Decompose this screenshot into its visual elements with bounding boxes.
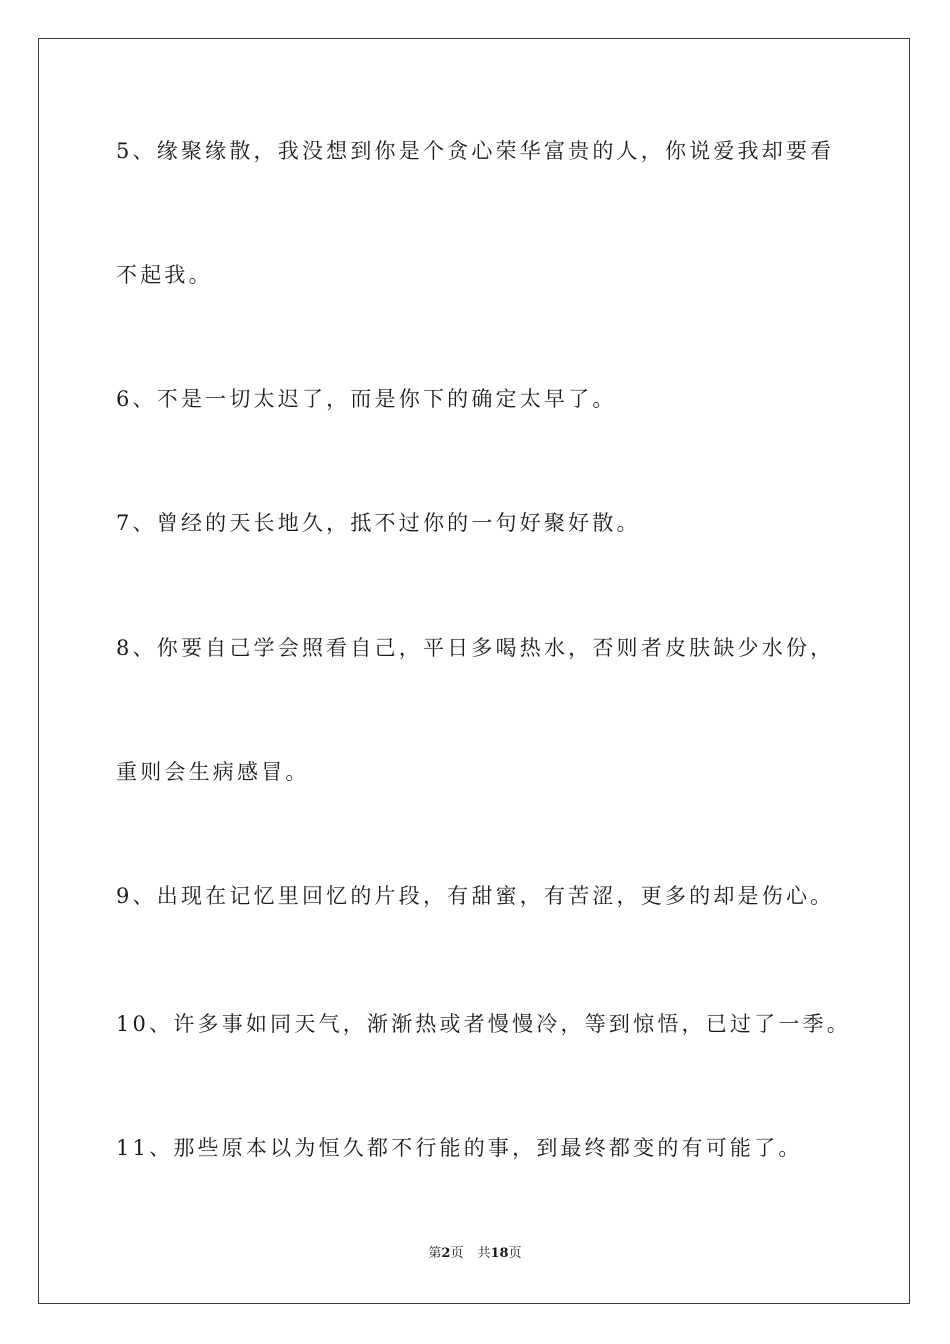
- text-line-2: 不起我。: [116, 263, 213, 287]
- text-line-6: 重则会生病感冒。: [116, 760, 310, 784]
- page-prefix: 第: [428, 1246, 442, 1261]
- text-line-3: 6、不是一切太迟了，而是你下的确定太早了。: [116, 387, 617, 411]
- text-line-8: 10、许多事如同天气，渐渐热或者慢慢冷，等到惊悟，已过了一季。: [116, 1012, 851, 1036]
- page-border: [38, 38, 910, 1304]
- text-line-4: 7、曾经的天长地久，抵不过你的一句好聚好散。: [116, 511, 641, 535]
- page-footer: [0, 1245, 950, 1263]
- page-suffix: 页: [450, 1246, 464, 1261]
- text-line-9: 11、那些原本以为恒久都不行能的事，到最终都变的有可能了。: [116, 1136, 803, 1160]
- total-pages: 18: [490, 1246, 509, 1261]
- total-suffix: 页: [508, 1246, 522, 1261]
- text-line-7: 9、出现在记忆里回忆的片段，有甜蜜，有苦涩，更多的却是伤心。: [116, 884, 835, 908]
- total-prefix: 共: [477, 1246, 491, 1261]
- text-line-1: 5、缘聚缘散，我没想到你是个贪心荣华富贵的人，你说爱我却要看: [116, 139, 835, 163]
- page-number: 2: [441, 1246, 451, 1261]
- text-line-5: 8、你要自己学会照看自己，平日多喝热水，否则者皮肤缺少水份，: [116, 636, 835, 660]
